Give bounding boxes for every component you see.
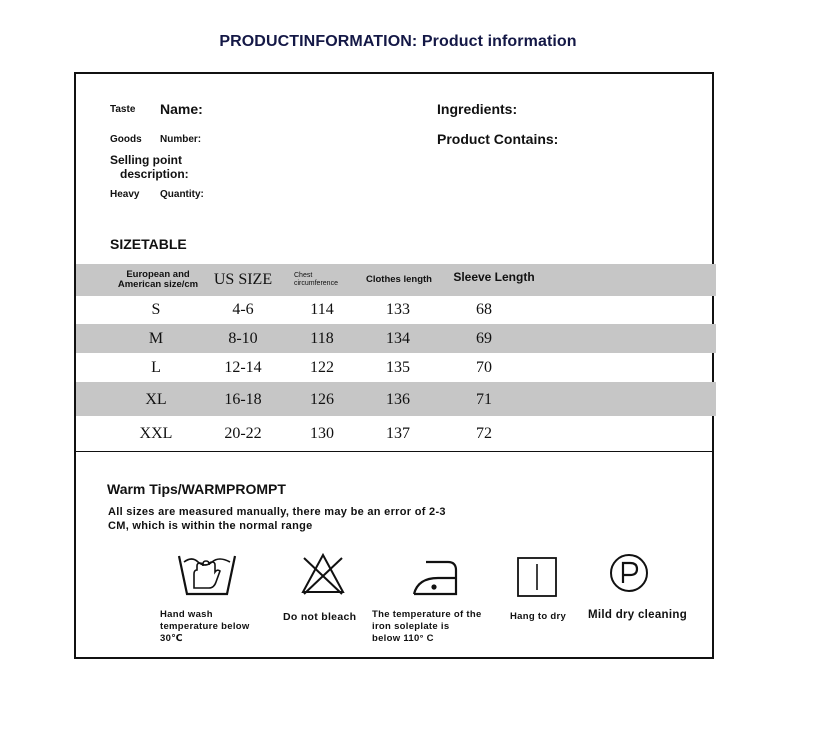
cell-size: S [151,301,161,318]
cell-us-size: 8-10 [228,330,258,347]
cell-length: 134 [386,330,410,347]
size-table-title: SIZETABLE [110,236,187,252]
cell-length: 136 [386,391,410,408]
table-row [76,324,716,353]
table-row [76,382,716,416]
header-chest-line2: circumference [294,280,338,287]
warm-tips-text-line2: CM, which is within the normal range [108,520,313,532]
cell-sleeve: 71 [476,391,492,408]
hang-to-dry-icon [516,556,558,598]
name-label: Name: [160,101,203,117]
product-contains-label: Product Contains: [437,131,559,147]
header-chest [294,264,354,296]
hand-wash-label-line3: 30℃ [160,633,183,644]
table-row [76,296,716,324]
cell-length: 135 [386,359,410,376]
dry-clean-label: Mild dry cleaning [588,609,688,621]
header-us-size: US SIZE [213,271,273,289]
header-sleeve-length: Sleeve Length [453,270,535,285]
no-bleach-label: Do not bleach [283,611,357,623]
iron-icon [410,556,460,598]
selling-point-label-line1: Selling point [110,153,182,167]
header-chest-line1: Chest [294,272,313,280]
cell-us-size: 12-14 [224,359,262,376]
cell-size: XXL [139,425,173,442]
cell-chest: 130 [310,425,334,442]
warm-tips-title: Warm Tips/WARMPROMPT [107,481,286,497]
iron-label [372,609,482,645]
cell-size: XL [145,391,167,408]
cell-sleeve: 68 [476,301,492,318]
cell-size: M [148,330,164,347]
dry-clean-icon [608,552,650,594]
table-row [76,353,716,382]
header-eu-size-line2: American size/cm [117,279,199,290]
hand-wash-label-line1: Hand wash [160,609,213,620]
section-divider [76,451,712,452]
iron-label-line2: iron soleplate is [372,621,450,632]
iron-label-line3: below 110° C [372,633,434,644]
cell-us-size: 4-6 [232,301,254,318]
header-eu-size-line1: European and [126,268,190,280]
warm-tips-text [108,505,478,533]
cell-us-size: 20-22 [224,425,262,442]
taste-label: Taste [110,104,136,115]
hand-wash-label-line2: temperature below [160,621,250,632]
warm-tips-text-line1: All sizes are measured manually, there may be an error of 2-3 [108,506,446,518]
cell-length: 133 [386,301,410,318]
hang-to-dry-label: Hang to dry [510,611,567,622]
quantity-label: Quantity: [160,189,204,200]
cell-chest: 118 [310,330,334,347]
product-info-frame [74,72,714,659]
page-title: PRODUCTINFORMATION: Product information [219,33,577,50]
cell-sleeve: 70 [476,359,492,376]
number-label: Number: [160,134,202,145]
header-eu-size [98,264,218,296]
ingredients-label: Ingredients: [437,101,518,117]
cell-size: L [151,359,161,376]
header-clothes-length: Clothes length [366,273,432,285]
cell-chest: 122 [310,359,334,376]
cell-sleeve: 72 [476,425,492,442]
selling-point-label-line2: description: [120,167,189,181]
cell-chest: 114 [310,301,334,318]
size-table-header-row [76,264,716,296]
cell-sleeve: 69 [476,330,492,347]
table-row [76,416,716,450]
iron-label-line1: The temperature of the [372,609,482,620]
heavy-label: Heavy [110,189,140,200]
cell-chest: 126 [310,391,334,408]
hand-wash-icon [176,550,238,600]
cell-length: 137 [386,425,410,442]
goods-label: Goods [110,134,142,145]
no-bleach-icon [300,552,346,596]
hand-wash-label [160,609,250,645]
cell-us-size: 16-18 [224,391,262,408]
